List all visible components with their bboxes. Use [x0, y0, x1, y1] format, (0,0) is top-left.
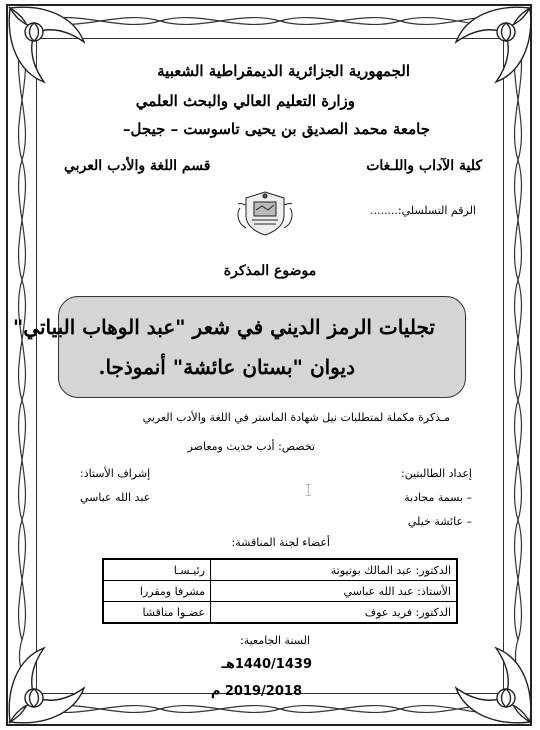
serial-number: الرقم التسلسلي:........ — [369, 204, 476, 217]
thesis-title-line2: ديوان "بستان عائشة" أنموذجا. — [98, 355, 355, 379]
student-name: – بسمة مجادبة — [404, 491, 472, 504]
member-cell: الدكتور: فريد عوف — [211, 602, 458, 624]
supervisor-name: عبد الله عباسي — [80, 491, 151, 504]
committee-label: أعضاء لجنة المناقشة: — [231, 536, 330, 549]
specialty: تخصص: أدب حديث ومعاصر — [187, 440, 315, 453]
table-row — [103, 602, 457, 624]
role-cell: مشرفا ومقررا — [103, 581, 211, 602]
thesis-title-box — [12, 296, 466, 398]
right-ornament-band — [504, 40, 532, 692]
member-cell: الدكتور: عبد المالك بوتيوتة — [211, 559, 458, 581]
memo-description: مـذكرة مكملة لمتطلبات نيل شهادة الماستر في اللغة والأدب العربي — [142, 411, 450, 424]
corner-ornament-icon — [450, 642, 536, 728]
left-ornament-band — [8, 40, 36, 692]
students-label: إعداد الطالبتين: — [400, 467, 472, 480]
role-cell: عضـوا مناقشا — [103, 602, 211, 624]
top-ornament-band — [40, 6, 500, 36]
hijri-year: 1440/1439هـ — [221, 657, 312, 672]
corner-ornament-icon — [450, 2, 536, 88]
republic-name: الجمهورية الجزائرية الديمقراطية الشعبية — [157, 62, 410, 80]
university-name: جامعة محمد الصديق بن يحيى تاسوست – جيجل– — [123, 120, 430, 138]
gregorian-year: 2019/2018 م — [210, 684, 302, 699]
committee-table — [102, 558, 458, 624]
text-cursor-icon — [308, 484, 309, 496]
supervisor-label: إشراف الأستاذ: — [80, 467, 151, 480]
role-cell: رئيـسـا — [103, 559, 211, 581]
corner-ornament-icon — [4, 642, 90, 728]
university-emblem-icon — [234, 188, 296, 238]
thesis-title-line1: تجليات الرمز الديني في شعر "عبد الوهاب البياتي" — [12, 315, 435, 339]
member-cell: الأستاذ: عبد الله عباسي — [211, 581, 458, 602]
topic-label: موضوع المذكرة — [223, 263, 317, 279]
department-name: قسم اللغة والأدب العربي — [64, 158, 211, 174]
table-row — [103, 559, 457, 581]
faculty-name: كلية الآداب واللـغات — [366, 158, 482, 174]
corner-ornament-icon — [4, 2, 90, 88]
ministry-name: وزارة التعليم العالي والبحث العلمي — [135, 92, 355, 110]
table-row — [103, 581, 457, 602]
academic-year-label: السنة الجامعية: — [240, 634, 310, 647]
student-name: – عائشة خيلي — [407, 515, 472, 528]
